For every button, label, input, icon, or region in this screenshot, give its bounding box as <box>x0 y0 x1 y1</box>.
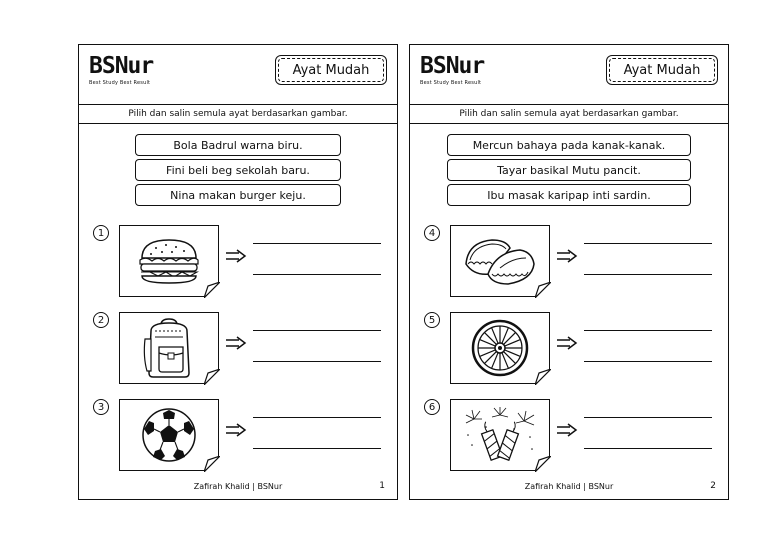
picture-frame <box>450 399 550 471</box>
worksheet-title: Ayat Mudah <box>609 58 715 82</box>
question-row <box>79 312 397 386</box>
sentence-option: Ibu masak karipap inti sardin. <box>447 184 691 206</box>
answer-line[interactable] <box>584 448 712 449</box>
question-number: 4 <box>424 225 440 241</box>
logo-text: BSNur <box>420 53 485 79</box>
title-badge <box>275 55 387 85</box>
instruction-bar: Pilih dan salin semula ayat berdasarkan gambar. <box>410 104 728 124</box>
sentence-option: Fini beli beg sekolah baru. <box>135 159 341 181</box>
question-number: 3 <box>93 399 109 415</box>
question-row <box>79 225 397 299</box>
question-row <box>410 399 728 473</box>
answer-line[interactable] <box>584 361 712 362</box>
instruction-bar: Pilih dan salin semula ayat berdasarkan gambar. <box>79 104 397 124</box>
curry-puff-icon <box>460 234 540 288</box>
question-row <box>79 399 397 473</box>
question-row <box>410 225 728 299</box>
answer-line[interactable] <box>584 243 712 244</box>
sentence-options <box>79 134 397 209</box>
page-footer <box>410 482 728 491</box>
logo-tagline: Best Study Best Result <box>420 80 482 86</box>
arrow-right-icon <box>556 423 578 437</box>
logo-tagline: Best Study Best Result <box>89 80 151 86</box>
logo-text: BSNur <box>89 53 154 79</box>
brand-logo <box>89 53 153 86</box>
arrow-right-icon <box>225 249 247 263</box>
answer-line[interactable] <box>253 243 381 244</box>
sentence-options <box>410 134 728 209</box>
answer-line[interactable] <box>584 330 712 331</box>
question-number: 5 <box>424 312 440 328</box>
question-number: 2 <box>93 312 109 328</box>
sentence-option: Nina makan burger keju. <box>135 184 341 206</box>
arrow-right-icon <box>556 336 578 350</box>
sentence-option: Mercun bahaya pada kanak-kanak. <box>447 134 691 156</box>
picture-frame <box>450 312 550 384</box>
page-number: 2 <box>710 481 716 491</box>
worksheet-page-2 <box>409 44 729 500</box>
sentence-option: Tayar basikal Mutu pancit. <box>447 159 691 181</box>
page-footer <box>79 482 397 491</box>
football-icon <box>141 407 197 463</box>
answer-line[interactable] <box>253 274 381 275</box>
arrow-right-icon <box>225 336 247 350</box>
footer-author: Zafirah Khalid <box>524 482 581 491</box>
footer-brand: BSNur <box>588 482 614 491</box>
footer-separator: | <box>252 482 255 491</box>
picture-frame <box>119 225 219 297</box>
firecracker-icon <box>460 405 540 465</box>
question-number: 6 <box>424 399 440 415</box>
answer-line[interactable] <box>253 448 381 449</box>
picture-frame <box>119 312 219 384</box>
worksheet-title: Ayat Mudah <box>278 58 384 82</box>
footer-author: Zafirah Khalid <box>193 482 250 491</box>
burger-icon <box>136 236 202 286</box>
footer-brand: BSNur <box>257 482 283 491</box>
worksheet-page-1 <box>78 44 398 500</box>
arrow-right-icon <box>225 423 247 437</box>
wheel-icon <box>470 318 530 378</box>
answer-line[interactable] <box>253 330 381 331</box>
footer-separator: | <box>583 482 586 491</box>
page-number: 1 <box>379 481 385 491</box>
backpack-icon <box>141 317 197 379</box>
question-number: 1 <box>93 225 109 241</box>
sentence-option: Bola Badrul warna biru. <box>135 134 341 156</box>
answer-line[interactable] <box>253 417 381 418</box>
brand-logo <box>420 53 484 86</box>
answer-line[interactable] <box>584 417 712 418</box>
answer-line[interactable] <box>584 274 712 275</box>
answer-line[interactable] <box>253 361 381 362</box>
picture-frame <box>119 399 219 471</box>
title-badge <box>606 55 718 85</box>
picture-frame <box>450 225 550 297</box>
arrow-right-icon <box>556 249 578 263</box>
question-row <box>410 312 728 386</box>
